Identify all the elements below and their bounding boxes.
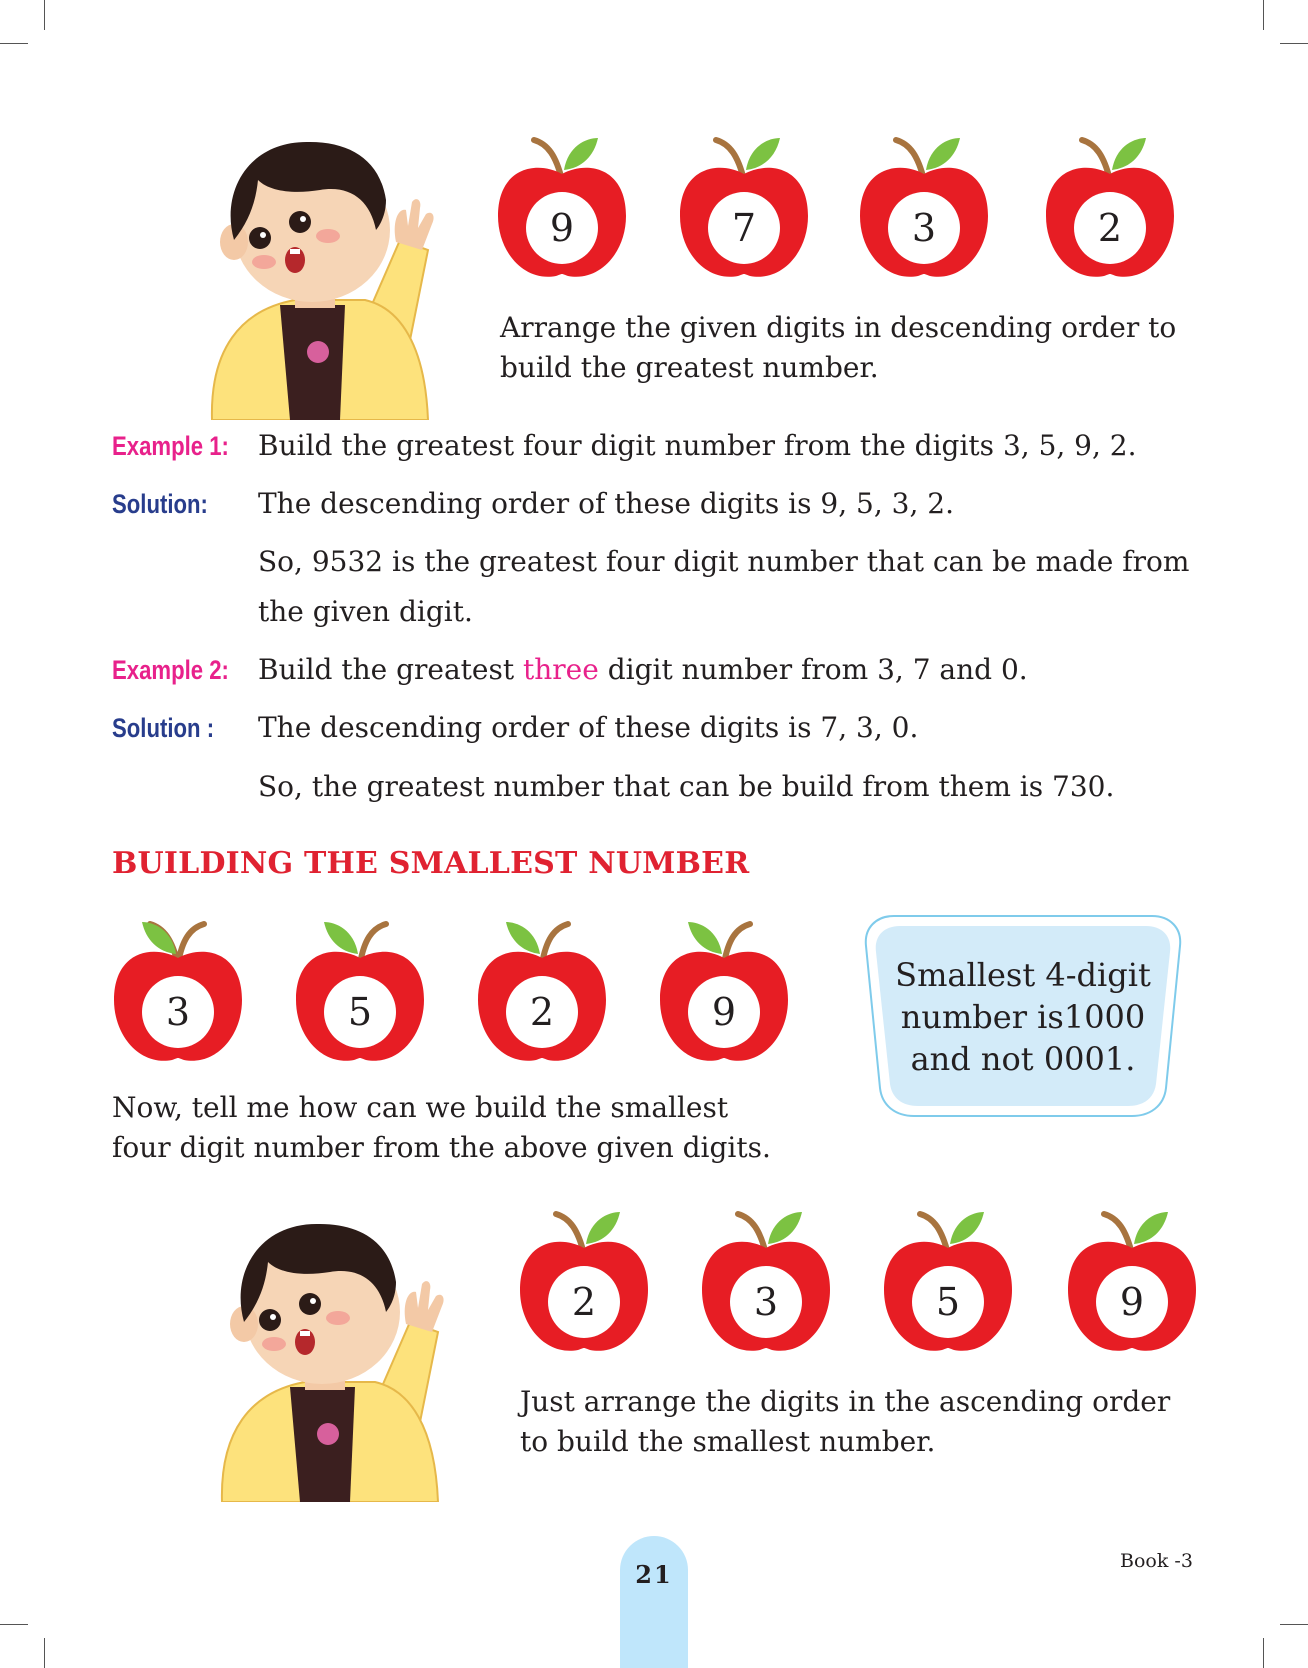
apple-digit: 3 [165,990,191,1034]
solution-1-line: the given digit. [258,595,473,628]
apple-digit-card [478,916,606,1066]
apple-digit-card [498,132,626,282]
crop-mark [44,0,45,30]
page-number: 21 [635,1560,673,1589]
example-2-text-start: Build the greatest [258,653,524,686]
apple-digit-card [860,132,988,282]
apple-digit-card [660,916,788,1066]
bottom-caption-line: Just arrange the digits in the ascending order [520,1385,1171,1418]
solution-2-label: Solution : [112,713,215,743]
note-text [880,954,1166,1080]
note-box [860,912,1186,1120]
apple-digit: 7 [731,206,757,250]
apple-digit: 2 [1097,206,1123,250]
solution-2-line: So, the greatest number that can be build from them is 730. [258,770,1115,803]
apple-digit-card [680,132,808,282]
page-number-tab [620,1536,688,1668]
top-caption-line: build the greatest number. [500,351,879,384]
example-2-text [258,650,1028,690]
solution-1-line: The descending order of these digits is 9, 5, 3, 2. [258,487,954,520]
solution-2-line: The descending order of these digits is 7, 3, 0. [258,711,919,744]
crop-mark [44,1638,45,1668]
question-line: Now, tell me how can we build the smallest [112,1091,729,1124]
apple-digit-card [114,916,242,1066]
example-2-label: Example 2: [112,655,229,685]
apple-digit: 5 [935,1280,961,1324]
crop-mark [1263,0,1264,30]
crop-mark [1263,1638,1264,1668]
question-line: four digit number from the above given digits. [112,1131,771,1164]
note-line: Smallest 4-digit [895,956,1151,994]
crop-mark [0,1624,28,1625]
apple-digit: 9 [549,206,575,250]
apple-digit: 9 [711,990,737,1034]
apple-digit-card [296,916,424,1066]
apple-digit: 2 [571,1280,597,1324]
solution-1-label: Solution: [112,489,208,519]
apple-digit-card [520,1206,648,1356]
example-1-label: Example 1: [112,431,229,461]
apple-digit: 2 [529,990,555,1034]
book-label: Book -3 [1120,1550,1193,1572]
apple-digit-card [1046,132,1174,282]
crop-mark [0,43,28,44]
apple-digit: 9 [1119,1280,1145,1324]
section-heading: BUILDING THE SMALLEST NUMBER [112,846,750,881]
apple-digit-card [702,1206,830,1356]
apple-digit-card [1068,1206,1196,1356]
boy-illustration [200,130,440,420]
example-2-highlight: three [523,653,599,686]
example-2-text-end: digit number from 3, 7 and 0. [598,653,1028,686]
apple-digit-card [884,1206,1012,1356]
boy-illustration [210,1212,450,1502]
apple-digit: 3 [911,206,937,250]
note-line: and not 0001. [910,1040,1136,1078]
apple-digit: 5 [347,990,373,1034]
solution-1-line: So, 9532 is the greatest four digit number that can be made from [258,545,1190,578]
top-caption-line: Arrange the given digits in descending order to [500,311,1177,344]
apple-digit: 3 [753,1280,779,1324]
note-line: number is1000 [900,998,1146,1036]
example-1-text: Build the greatest four digit number from the digits 3, 5, 9, 2. [258,429,1137,462]
crop-mark [1280,43,1308,44]
bottom-caption-line: to build the smallest number. [520,1425,936,1458]
crop-mark [1280,1624,1308,1625]
